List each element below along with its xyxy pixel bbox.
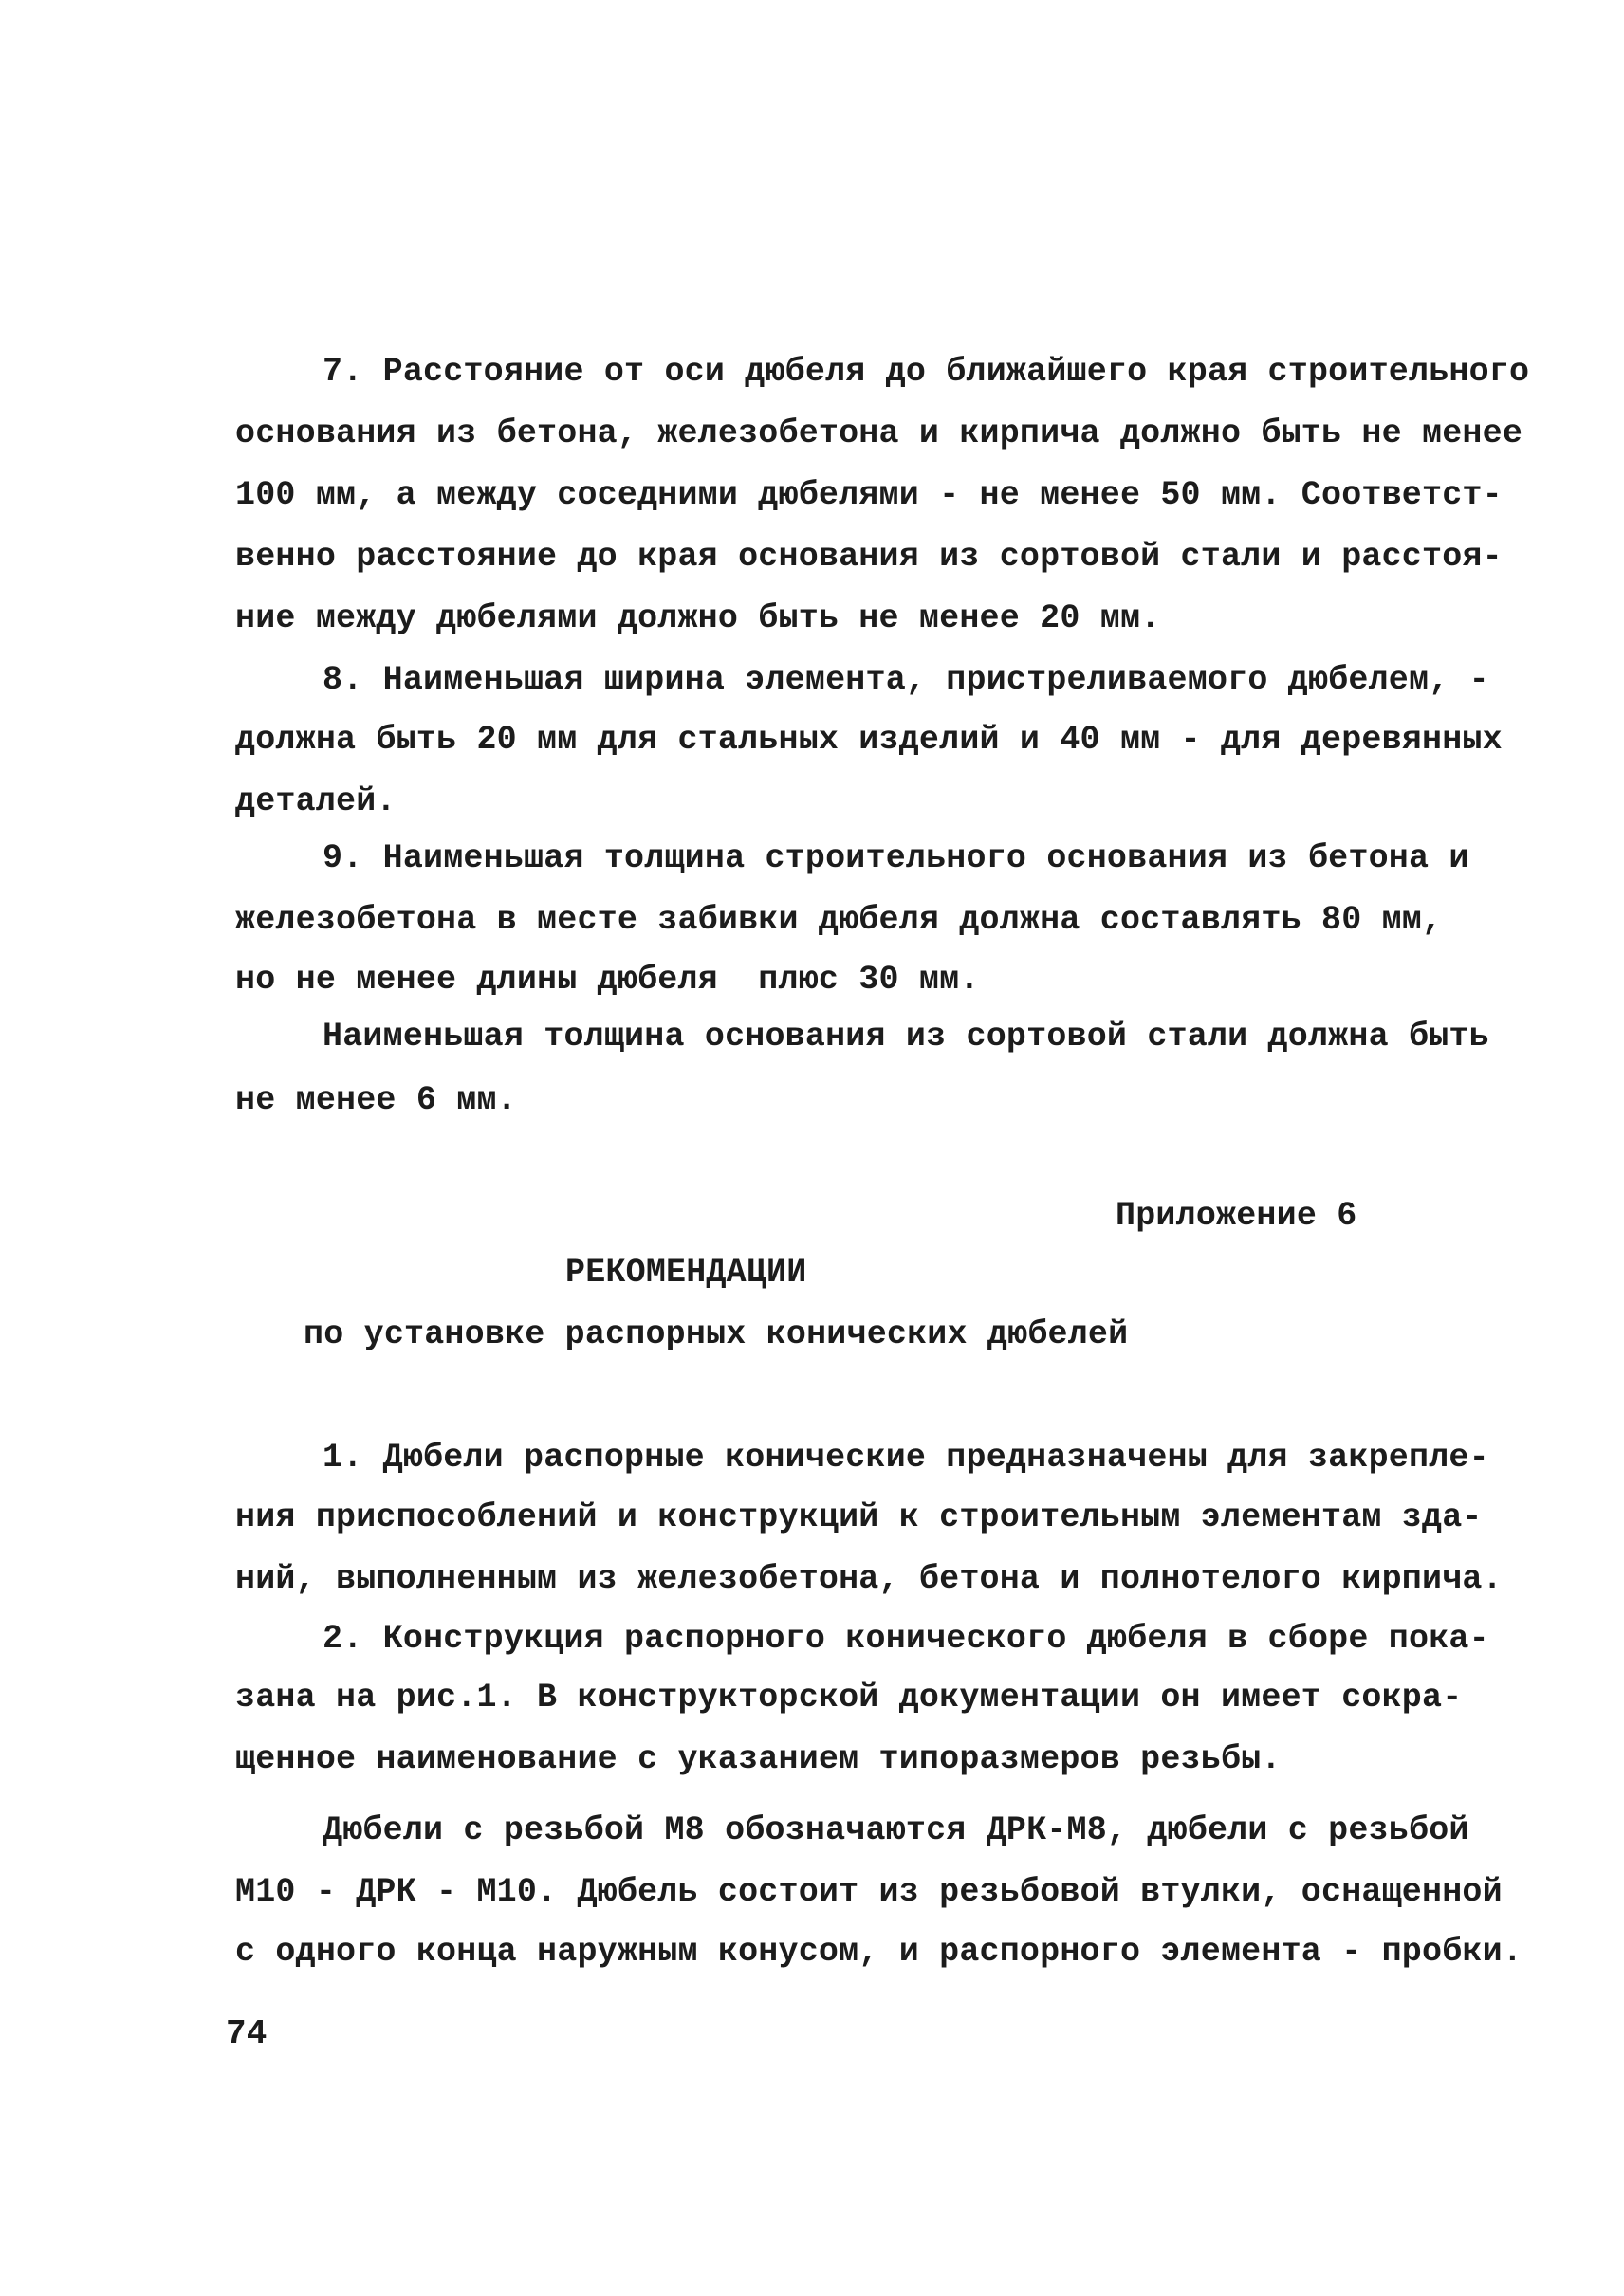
paragraph-8-line-2: должна быть 20 мм для стальных изделий и 40 мм - для деревянных [235,721,1503,759]
paragraph-7-line-4: венно расстояние до края основания из сортовой стали и расстоя- [235,538,1503,576]
page-number: 74 [226,2014,268,2053]
paragraph-7-line-2: основания из бетона, железобетона и кирпича должно быть не менее [235,414,1523,452]
paragraph-9-line-3: но не менее длины дюбеля плюс 30 мм. [235,961,980,999]
section-title: РЕКОМЕНДАЦИИ [565,1254,807,1292]
paragraph-7-line-1: 7. Расстояние от оси дюбеля до ближайшего края строительного [323,353,1530,391]
paragraph-7-line-3: 100 мм, а между соседними дюбелями - не менее 50 мм. Соответст- [235,476,1503,514]
rec-1-line-3: ний, выполненным из железобетона, бетона и полнотелого кирпича. [235,1560,1503,1598]
paragraph-9b-line-1: Наименьшая толщина основания из сортовой стали должна быть [323,1018,1489,1056]
rec-1-line-2: ния приспособлений и конструкций к строительным элементам зда- [235,1498,1483,1536]
rec-2b-line-3: с одного конца наружным конусом, и распорного элемента - пробки. [235,1933,1523,1971]
rec-2b-line-2: М10 - ДРК - М10. Дюбель состоит из резьбовой втулки, оснащенной [235,1873,1503,1911]
rec-2b-line-1: Дюбели с резьбой М8 обозначаются ДРК-М8, дюбели с резьбой [323,1811,1469,1849]
paragraph-7-line-5: ние между дюбелями должно быть не менее 20 мм. [235,599,1161,637]
rec-2-line-3: щенное наименование с указанием типоразмеров резьбы. [235,1740,1282,1778]
paragraph-9b-line-2: не менее 6 мм. [235,1081,517,1119]
paragraph-9-line-1: 9. Наименьшая толщина строительного основания из бетона и [323,839,1469,877]
section-subtitle: по установке распорных конических дюбелей [304,1315,1129,1353]
rec-1-line-1: 1. Дюбели распорные конические предназначены для закрепле- [323,1439,1489,1477]
paragraph-9-line-2: железобетона в месте забивки дюбеля должна составлять 80 мм, [235,901,1443,939]
appendix-label: Приложение 6 [1116,1197,1357,1235]
rec-2-line-1: 2. Конструкция распорного конического дюбеля в сборе пока- [323,1620,1489,1658]
paragraph-8-line-3: деталей. [235,782,397,820]
paragraph-8-line-1: 8. Наименьшая ширина элемента, пристреливаемого дюбелем, - [323,661,1489,699]
rec-2-line-2: зана на рис.1. В конструкторской документации он имеет сокра- [235,1679,1463,1717]
